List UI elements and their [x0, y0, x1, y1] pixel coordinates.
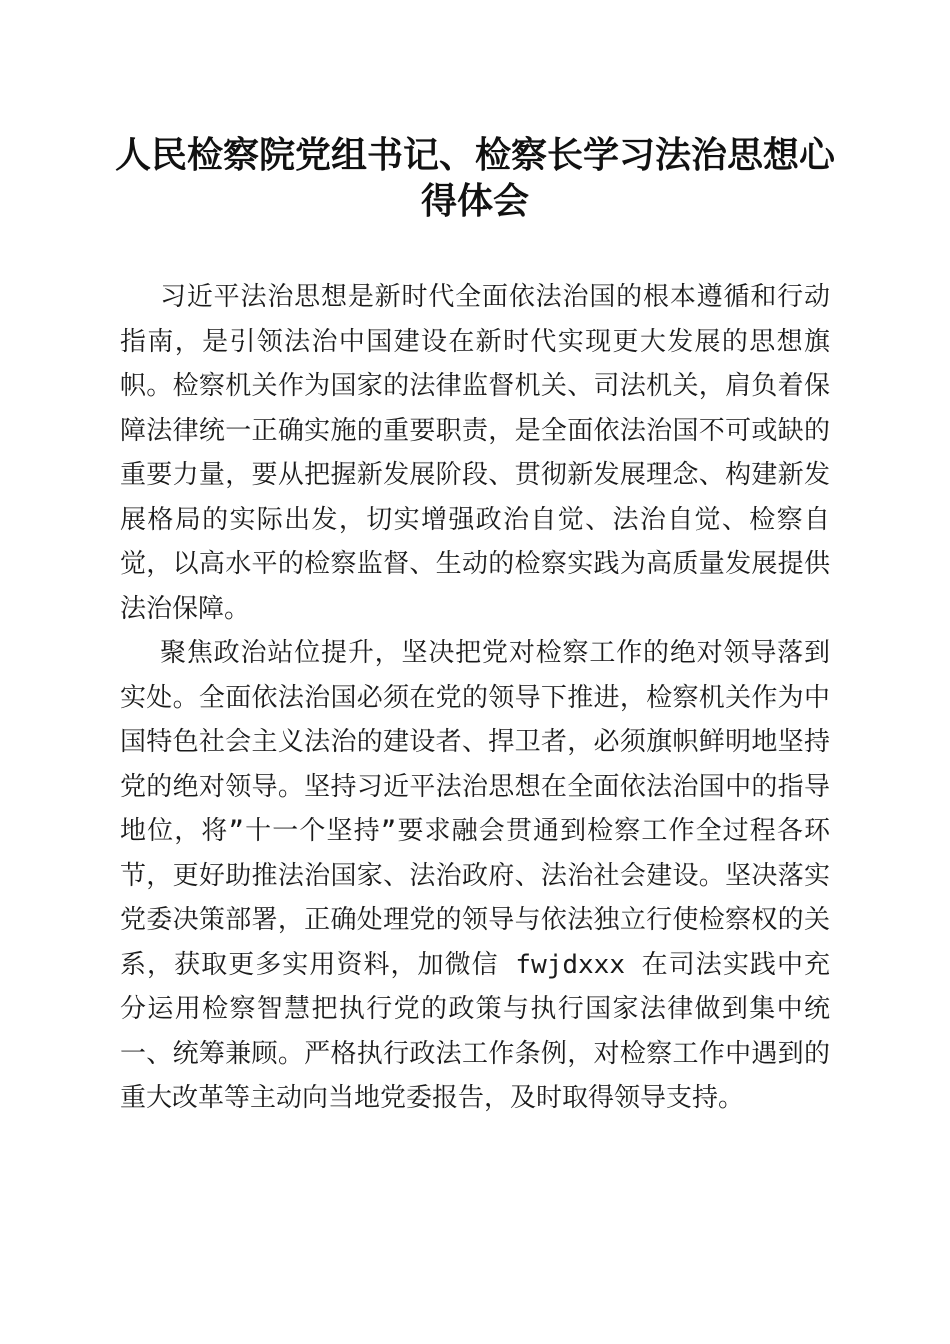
body-paragraph-2: 聚焦政治站位提升，坚决把党对检察工作的绝对领导落到实处。全面依法治国必须在党的领导下推进，检察机关作为中国特色社会主义法治的建设者、捍卫者，必须旗帜鲜明地坚持党的绝对领导。坚持习近平法治思想在全面依法治国中的指导地位，将”十一个坚持”要求融会贯通到检察工作全过程各环节，更好助推法治国家、法治政府、法治社会建设。坚决落实党委决策部署，正确处理党的领导与依法独立行使检察权的关系，获取更多实用资料，加微信 fwjdxxx 在司法实践中充分运用检察智慧把执行党的政策与执行国家法律做到集中统一、统筹兼顾。严格执行政法工作条例，对检察工作中遇到的重大改革等主动向当地党委报告，及时取得领导支持。 — [120, 638, 830, 1113]
document-title: 人民检察院党组书记、检察长学习法治思想心得体会 — [114, 134, 835, 222]
body-paragraph-1: 习近平法治思想是新时代全面依法治国的根本遵循和行动指南，是引领法治中国建设在新时代实现更大发展的思想旗帜。检察机关作为国家的法律监督机关、司法机关，肩负着保障法律统一正确实施的重要职责，是全面依法治国不可或缺的重要力量，要从把握新发展阶段、贯彻新发展理念、构建新发展格局的实际出发，切实增强政治自觉、法治自觉、检察自觉，以高水平的检察监督、生动的检察实践为高质量发展提供法治保障。 — [120, 282, 830, 624]
